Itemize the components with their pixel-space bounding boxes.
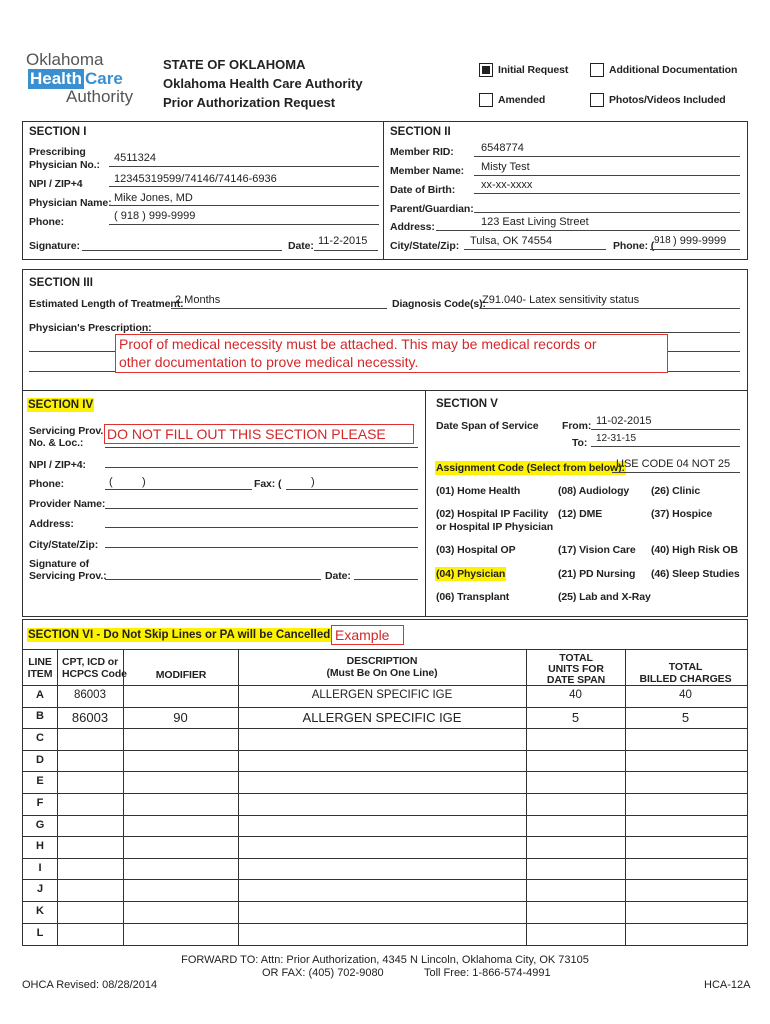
servicing-line [105, 447, 418, 448]
hdr-cpt-1: CPT, ICD or [62, 656, 119, 668]
hdr-modifier: MODIFIER [155, 669, 207, 681]
address-line [436, 230, 740, 231]
state-title: STATE OF OKLAHOMA [163, 57, 306, 72]
diagnosis-line [480, 308, 740, 309]
npi-label: NPI / ZIP+4 [29, 178, 83, 190]
section-6-title: SECTION VI - Do Not Skip Lines or PA will be Cancelled [28, 629, 331, 641]
code-02: (02) Hospital IP Facility [436, 508, 549, 520]
section-4-title: SECTION IV [28, 399, 94, 411]
member-name-label: Member Name: [390, 165, 465, 177]
city-label: City/State/Zip: [390, 240, 460, 252]
prov-phone-label: Phone: [29, 478, 64, 490]
note-line-2: other documentation to prove medical necessity. [119, 354, 419, 370]
prov-date-line [354, 579, 418, 580]
example-label: Example [331, 625, 404, 645]
member-phone-area[interactable]: 918 [654, 235, 671, 246]
table-row-line [22, 858, 747, 859]
date-value[interactable]: 11-2-2015 [318, 235, 368, 247]
phone-line [109, 224, 379, 225]
servicing-label-1: Servicing Prov. [29, 425, 104, 437]
provider-name-label: Provider Name: [29, 498, 106, 510]
length-label: Estimated Length of Treatment: [29, 298, 184, 310]
rx-line-1 [140, 332, 740, 333]
from-line [591, 429, 740, 430]
date-line [314, 250, 378, 251]
prov-phone-line [105, 489, 252, 490]
code-37: (37) Hospice [651, 508, 713, 520]
prov-npi-label: NPI / ZIP+4: [29, 459, 86, 471]
prov-sig-label-2: Servicing Prov.: [29, 570, 107, 582]
description-cell[interactable]: ALLERGEN SPECIFIC IGE [311, 689, 453, 701]
billed-cell[interactable]: 5 [681, 709, 690, 725]
dob-label: Date of Birth: [390, 184, 456, 196]
additional-doc-label: Additional Documentation [609, 64, 738, 76]
code-17: (17) Vision Care [558, 544, 636, 556]
description-cell[interactable]: ALLERGEN SPECIFIC IGE [302, 709, 462, 725]
code-26: (26) Clinic [651, 485, 701, 497]
date-label: Date: [288, 240, 314, 252]
hdr-billed-1: TOTAL [668, 661, 703, 673]
diagnosis-value[interactable]: Z91.040- Latex sensitivity status [482, 294, 640, 306]
physician-name-label: Physician Name: [29, 197, 112, 209]
prov-fax-label: Fax: ( [254, 478, 282, 490]
address-label: Address: [390, 221, 435, 233]
additional-doc-checkbox[interactable] [590, 63, 604, 77]
line-item-label: E [36, 775, 44, 788]
provider-name-line [105, 508, 418, 509]
table-row-line [22, 815, 747, 816]
hdr-units-1: TOTAL [559, 652, 593, 664]
units-cell[interactable]: 40 [569, 689, 582, 701]
rx-label: Physician's Prescription: [29, 322, 152, 334]
line-item-label: C [36, 732, 44, 745]
member-name-line [474, 175, 740, 176]
code-08: (08) Audiology [558, 485, 630, 497]
prescribing-label-2: Physician No.: [29, 159, 100, 171]
prov-npi-line [105, 467, 418, 468]
city-value[interactable]: Tulsa, OK 74554 [470, 235, 553, 247]
member-name-value[interactable]: Misty Test [481, 161, 530, 173]
table-row-line [22, 836, 747, 837]
amended-label: Amended [498, 94, 546, 106]
to-line [591, 446, 740, 447]
agency-title: Oklahoma Health Care Authority [163, 76, 363, 91]
cpt-code-cell[interactable]: 86003 [74, 689, 106, 701]
to-value[interactable]: 12-31-15 [596, 433, 637, 444]
billed-cell[interactable]: 40 [679, 689, 692, 701]
line-item-label: J [36, 883, 44, 896]
member-phone-label: Phone: ( [613, 240, 655, 252]
code-40: (40) High Risk OB [651, 544, 738, 556]
initial-request-checkbox[interactable] [479, 63, 493, 77]
address-value[interactable]: 123 East Living Street [481, 216, 589, 228]
photos-checkbox[interactable] [590, 93, 604, 107]
prov-phone-open: ( [109, 476, 113, 488]
code-46: (46) Sleep Studies [651, 568, 740, 580]
initial-request-label: Initial Request [498, 64, 569, 76]
footer-form-number: HCA-12A [704, 979, 751, 991]
prov-fax-line [286, 489, 418, 490]
table-row-line [22, 923, 747, 924]
logo-care-text: Care [84, 69, 123, 88]
table-row-line [22, 707, 747, 708]
member-phone-line [650, 249, 740, 250]
line-item-label: A [36, 689, 44, 701]
modifier-cell[interactable]: 90 [173, 709, 188, 725]
prescribing-value[interactable]: 4511324 [114, 152, 157, 164]
date-span-label: Date Span of Service [436, 420, 539, 432]
table-row-line [22, 901, 747, 902]
prov-sig-line [105, 579, 321, 580]
code-03: (03) Hospital OP [436, 544, 516, 556]
logo-mid-band [28, 69, 148, 89]
footer-forward: FORWARD TO: Attn: Prior Authorization, 4345 N Lincoln, Oklahoma City, OK 73105 [181, 954, 589, 966]
note-line-1: Proof of medical necessity must be attached. This may be medical records or [119, 336, 597, 352]
medical-necessity-note [115, 334, 668, 373]
city-line [464, 249, 606, 250]
line-item-label: I [38, 861, 42, 874]
hdr-units-2: UNITS FOR [548, 663, 604, 675]
amended-checkbox[interactable] [479, 93, 493, 107]
length-value[interactable]: 2 Months [175, 294, 221, 306]
table-row-line [22, 879, 747, 880]
ohca-logo [26, 50, 154, 106]
logo-top-text: Oklahoma [26, 50, 104, 69]
prov-city-label: City/State/Zip: [29, 539, 99, 551]
phone-label: Phone: [29, 216, 64, 228]
phone-value[interactable]: ( 918 ) 999-9999 [114, 210, 196, 222]
table-row-line [22, 728, 747, 729]
table-header-bottom [22, 685, 747, 686]
hdr-line-item-2: ITEM [27, 668, 53, 680]
logo-health-text: Health [30, 69, 82, 88]
assign-line [612, 472, 740, 473]
line-item-label: G [35, 818, 45, 831]
section-3-title: SECTION III [29, 277, 93, 289]
footer-tollfree: Toll Free: 1-866-574-4991 [424, 967, 551, 979]
line-item-label: B [36, 709, 44, 722]
dob-line [474, 193, 740, 194]
hdr-units-3: DATE SPAN [546, 674, 606, 686]
prov-address-line [105, 527, 418, 528]
guardian-label: Parent/Guardian: [390, 203, 474, 215]
assign-label: Assignment Code (Select from below): [436, 462, 625, 474]
prov-city-line [105, 547, 418, 548]
prescribing-line [109, 166, 379, 167]
section-2-title: SECTION II [390, 126, 451, 138]
table-header-line [22, 649, 747, 650]
units-cell[interactable]: 5 [571, 709, 580, 725]
diagnosis-label: Diagnosis Code(s): [392, 298, 486, 310]
prov-address-label: Address: [29, 518, 74, 530]
hdr-cpt-2: HCPCS Code [62, 668, 127, 680]
line-item-label: D [36, 753, 44, 766]
physician-name-line [109, 205, 379, 206]
code-12: (12) DME [558, 508, 603, 520]
dob-value[interactable]: xx-xx-xxxx [481, 179, 533, 191]
code-25: (25) Lab and X-Ray [558, 591, 651, 603]
code-02-line2: or Hospital IP Physician [436, 521, 554, 533]
code-01: (01) Home Health [436, 485, 521, 497]
photos-label: Photos/Videos Included [609, 94, 726, 106]
line-item-label: K [36, 905, 44, 917]
code-04: (04) Physician [436, 568, 506, 580]
section-5-title: SECTION V [436, 398, 498, 410]
line-item-label: F [36, 797, 44, 809]
prov-phone-close: ) [142, 476, 146, 488]
logo-bottom-text: Authority [66, 87, 134, 106]
line-item-label: L [36, 926, 44, 939]
servicing-label-2: No. & Loc.: [29, 437, 84, 449]
table-row-line [22, 771, 747, 772]
prov-sig-label-1: Signature of [29, 558, 90, 570]
form-title: Prior Authorization Request [163, 95, 336, 110]
line-item-label: H [36, 840, 44, 853]
assign-value[interactable]: USE CODE 04 NOT 25 [616, 458, 731, 470]
table-row-line [22, 793, 747, 794]
section-4-5-divider [425, 390, 426, 616]
code-21: (21) PD Nursing [558, 568, 636, 580]
physician-name-value[interactable]: Mike Jones, MD [114, 192, 193, 204]
guardian-line [474, 212, 740, 213]
table-row-line [22, 750, 747, 751]
prescribing-label-1: Prescribing [29, 146, 86, 158]
member-phone-rest[interactable]: ) 999-9999 [673, 235, 727, 247]
cpt-code-cell[interactable]: 86003 [71, 709, 109, 725]
code-06: (06) Transplant [436, 591, 510, 603]
rid-label: Member RID: [390, 146, 454, 158]
rid-line [474, 156, 740, 157]
from-label: From: [562, 420, 592, 432]
npi-line [109, 186, 379, 187]
hdr-desc-2: (Must Be On One Line) [326, 667, 438, 679]
prov-fax-close: ) [311, 476, 315, 488]
prov-date-label: Date: [325, 570, 351, 582]
signature-label: Signature: [29, 240, 80, 252]
from-value[interactable]: 11-02-2015 [596, 415, 652, 427]
section-1-title: SECTION I [29, 126, 87, 138]
hdr-line-item-1: LINE [28, 656, 52, 668]
section-divider [383, 121, 384, 259]
hdr-billed-2: BILLED CHARGES [639, 673, 732, 685]
hdr-desc-1: DESCRIPTION [346, 655, 418, 667]
footer-revised: OHCA Revised: 08/28/2014 [22, 979, 158, 991]
to-label: To: [572, 437, 588, 449]
do-not-fill-warning: DO NOT FILL OUT THIS SECTION PLEASE [104, 424, 414, 444]
npi-value[interactable]: 12345319599/74146/74146-6936 [114, 173, 277, 185]
signature-line [82, 250, 282, 251]
footer-fax: OR FAX: (405) 702-9080 [262, 967, 384, 979]
rid-value[interactable]: 6548774 [481, 142, 524, 154]
length-line [171, 308, 387, 309]
